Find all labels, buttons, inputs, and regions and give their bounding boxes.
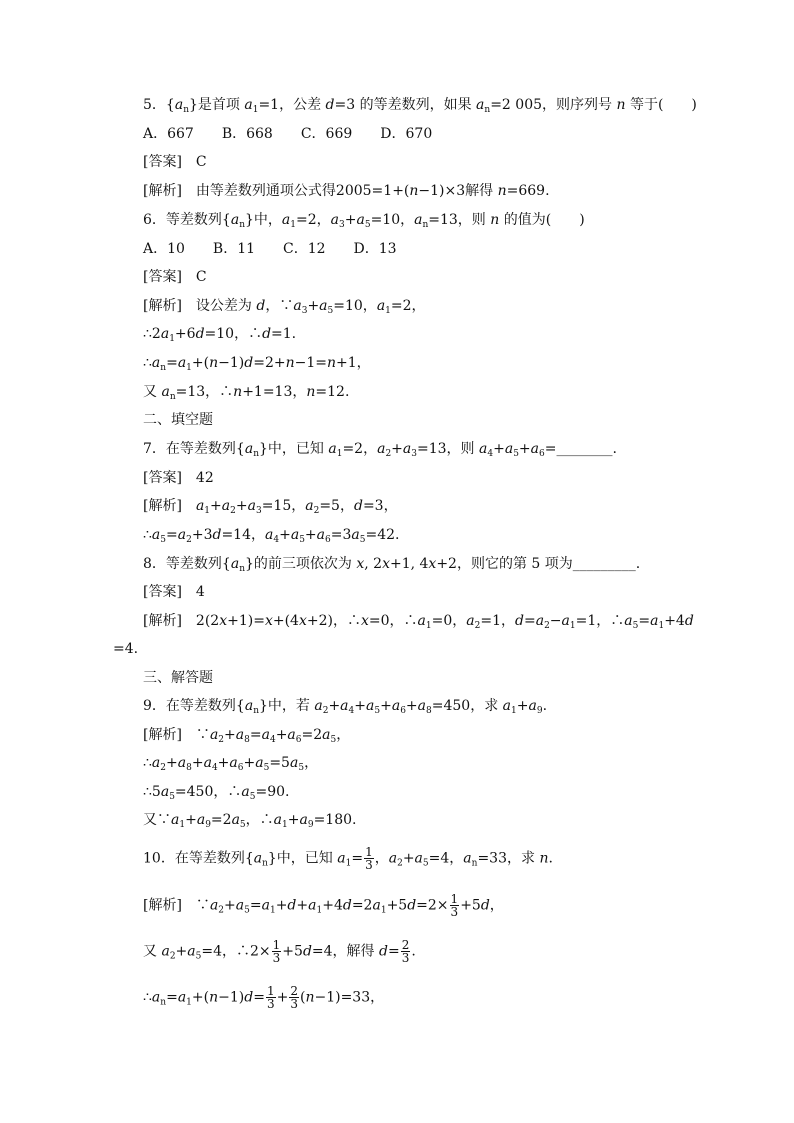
text-line: [解析] 设公差为 d，$\because a_3+a_5=10$，$a_1=2$，: [143, 298, 426, 316]
text-line: [解析] $\because a_2+a_5=a_1+d+a_1+4d=2a_1+5d=2\times$ $\frac{1}{3}$ +5d，: [143, 892, 504, 919]
line-text: A．10 B．11 C．12 D．13: [143, 241, 397, 257]
text-line: $\therefore a_n=a_1+(n-1)d=$ $\frac{1}{3}$ + $\frac{2}{3}$ (n−1)=33，: [143, 984, 385, 1011]
text-line: 6．等差数列$\{a_n\}$中，$a_1=2$，$a_3+a_5=10$，$a_n=13$，则 n 的值为( ): [143, 212, 585, 230]
text-line: [解析] 2(2x+1)=x+(4x+2)，∴x=0，$\therefore a_1=0$，$a_2=1$，$d=a_2-a_1=1$，$\therefore a_5=a_1+4d$: [143, 613, 694, 631]
text-line: [143, 469, 214, 487]
text-line: [143, 240, 397, 258]
text-line: 又 $a_n=13$，∴n+1=13，n=12.: [143, 384, 350, 402]
text-line: 5．$\{a_n\}$是首项 $a_1=1$，公差 d=3 的等差数列，如果 $a_n=2$ 005，则序列号 n 等于( ): [143, 97, 697, 115]
text-line: 7．在等差数列$\{a_n\}$中，已知 $a_1=2$，$a_2+a_3=13$，则 $a_4+a_5+a_6=\_\_\_\_\_\_\_\_$.: [143, 441, 617, 459]
line-text: [答案] C: [143, 269, 207, 285]
text-line: [解析] 由等差数列通项公式得2005=1+(n−1)×3解得 n=669.: [143, 183, 550, 199]
text-line: [143, 583, 205, 601]
line-text: [答案] C: [143, 154, 207, 170]
text-line: $\therefore a_5=a_2+3d=14$，$a_4+a_5+a_6=3a_5=42$.: [143, 527, 400, 545]
text-line: [143, 153, 207, 171]
line-text: [答案] 42: [143, 470, 214, 486]
text-line: [解析] $\because a_2+a_8=a_4+a_6=2a_5$，: [143, 727, 351, 745]
text-line: $\therefore a_2+a_8+a_4+a_6+a_5=5a_5$，: [143, 755, 319, 773]
section-heading: [143, 411, 213, 429]
text-line: [143, 125, 432, 143]
text-line: [解析] $a_1+a_2+a_3=15$，$a_2=5$，d=3，: [143, 498, 398, 516]
text-line: 10．在等差数列$\{a_n\}$中，已知 $a_1=$ $\frac{1}{3}$ ，$a_2+a_5=4$，$a_n=33$，求 n.: [143, 845, 553, 872]
text-line: $\therefore a_n=a_1+(n-1)d=2+n-1=n+1$，: [143, 355, 371, 373]
line-text: 三、解答题: [143, 670, 213, 686]
text-line: [113, 640, 138, 658]
line-text: 二、填空题: [143, 412, 213, 428]
line-text: [答案] 4: [143, 584, 205, 600]
text-line: $\therefore 2a_1+6d=10$，∴d=1.: [143, 326, 297, 344]
text-line: $\therefore 5a_5=450$，$\therefore a_5=90$.: [143, 784, 290, 802]
text-line: [143, 268, 207, 286]
section-heading: [143, 669, 213, 687]
text-line: 8．等差数列$\{a_n\}$的前三项依次为 x, 2x+1, 4x+2，则它的第 5 项为_________.: [143, 556, 641, 574]
line-text: A．667 B．668 C．669 D．670: [143, 126, 433, 142]
text-line: 又 $a_2+a_5=4$，∴2× $\frac{1}{3}$ +5d=4，解得 d= $\frac{2}{3}$ .: [143, 938, 416, 965]
text-line: 又$\because a_1+a_9=2a_5$，$\therefore a_1+a_9=180$.: [143, 812, 357, 830]
line-text: =4.: [113, 641, 139, 657]
text-line: 9．在等差数列$\{a_n\}$中，若 $a_2+a_4+a_5+a_6+a_8=450$，求 $a_1+a_9$.: [143, 698, 548, 716]
